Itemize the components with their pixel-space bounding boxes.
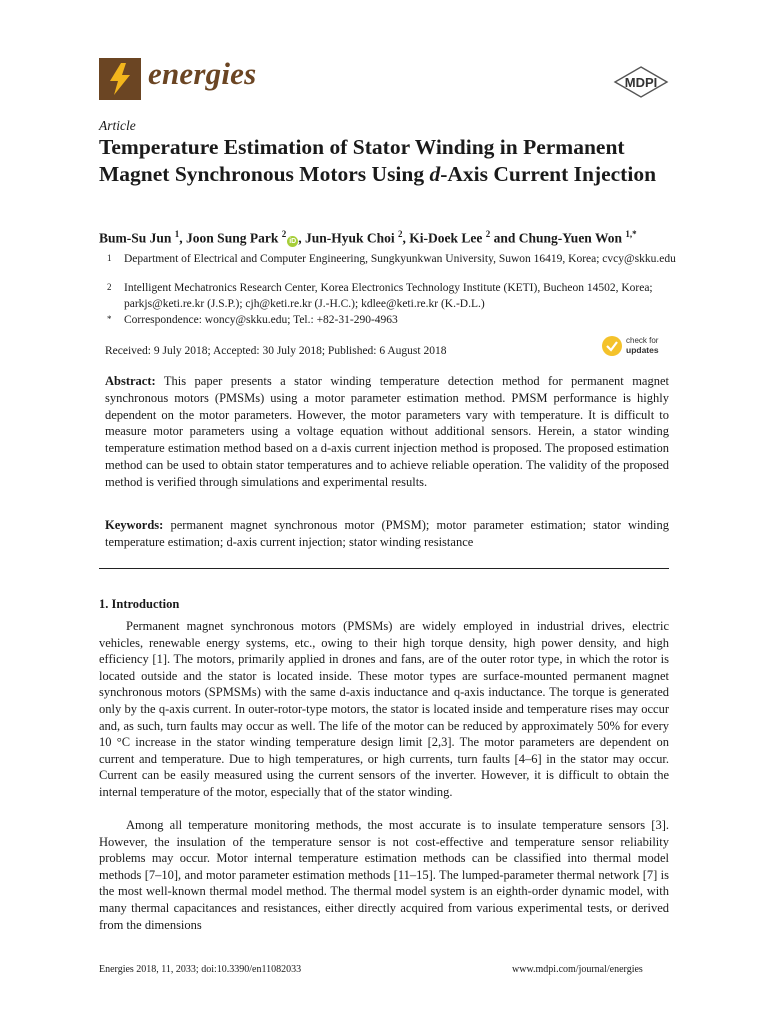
journal-name: energies <box>148 56 257 91</box>
author-name: Joon Sung Park <box>186 230 279 246</box>
author-name: Ki-Doek Lee <box>409 230 483 246</box>
journal-logo <box>99 58 141 100</box>
section-heading: 1. Introduction <box>99 597 180 611</box>
section-divider <box>99 568 669 569</box>
svg-text:check for: check for <box>626 336 659 345</box>
journal-url[interactable]: www.mdpi.com/journal/energies <box>512 964 643 975</box>
author-name: Chung-Yuen Won <box>518 230 622 246</box>
check-for-updates-badge[interactable] <box>601 333 673 364</box>
title-text: Temperature Estimation of Stator Winding in Permanent Magnet Synchronous Motors Using d-Axis Current Injection <box>99 135 657 186</box>
mdpi-logo <box>612 66 670 103</box>
paper-title <box>99 134 659 187</box>
svg-text:updates: updates <box>626 345 659 355</box>
svg-text:MDPI: MDPI <box>624 75 658 90</box>
intro-paragraph-1: Permanent magnet synchronous motors (PMSMs) are widely employed in industrial drives, electric vehicles, renewable energy systems, etc., owing to their high torque density, high power density, and high efficiency [1]. The motors, primarily applied in drones and fans, are of the outer rotor type, in which the rotor is located outside and the stator is located inside. These motor types are surface-mounted permanent magnet synchronous motors (SPMSMs) with the same d-axis inductance and q-axis inductance. The torque is generated only by the q-axis current. In outer-rotor-type motors, the stator is located inside and temperature rises may occur and, as such, turn faults may occur as well. The life of the motor can be reduced by approximately 50% for every 10 °C increase in the stator winding temperature design limit [2,3]. The motor parameters are dependent on current and temperature. Due to high temperatures, or high currents, turn faults [4–6] in the stator may occur. Current can be easily measured using the current sensors of the inverter. However, it is difficult to obtain the internal temperature of the motor, especially that of the stator winding. <box>99 619 669 799</box>
author-name: Bum-Su Jun <box>99 230 172 246</box>
keywords: Keywords: permanent magnet synchronous motor (PMSM); motor parameter estimation; stator winding temperature estimation; d-axis current injection; stator winding resistance <box>105 518 670 549</box>
orcid-icon[interactable]: iD <box>289 237 297 245</box>
intro-paragraph-2: Among all temperature monitoring methods, the most accurate is to insulate temperature sensors [3]. However, the insulation of the temperature sensor is not cost-effective and temperature sensor reliability problems may occur. Motor internal temperature estimation methods can be classified into thermal model methods [7–10], and motor parameter estimation methods [11–15]. The lumped-parameter thermal network [7] is the most well-known thermal model method. The thermal model system is an eighth-order dynamic model, with many thermal capacitances and resistances, either directly acquired from various experimental tests, or derived from the dimensions <box>99 818 669 932</box>
article-type: Article <box>99 118 136 133</box>
lightning-icon <box>99 58 141 100</box>
citation-footer: Energies 2018, 11, 2033; doi:10.3390/en11082033 <box>99 964 302 975</box>
author-name: Jun-Hyuk Choi <box>304 230 395 246</box>
author-list: Bum-Su Jun $^1$, Joon Sung Park $^2$iD , Jun-Hyuk Choi $^2$, Ki-Doek Lee $^2$ and Chung-Yuen Won $^{1,*}$ <box>99 229 637 246</box>
check-updates-icon <box>602 336 622 356</box>
abstract: Abstract: This paper presents a stator winding temperature detection method for permanent magnet synchronous motors (PMSMs) using a motor parameter estimation method. PMSM performance is highly dependent on the motor parameters. However, the motor parameters vary with temperature. It is difficult to measure motor parameters using a voltage equation without additional sensors. Herein, a stator winding temperature estimation method based on a d-axis current injection method is proposed. The proposed estimation method can be used to obtain stator temperatures and to achieve reliable operation. The validity of the proposed method is verified through simulations and experimental results. <box>105 374 669 489</box>
publication-dates: Received: 9 July 2018; Accepted: 30 July 2018; Published: 6 August 2018 <box>105 345 447 357</box>
